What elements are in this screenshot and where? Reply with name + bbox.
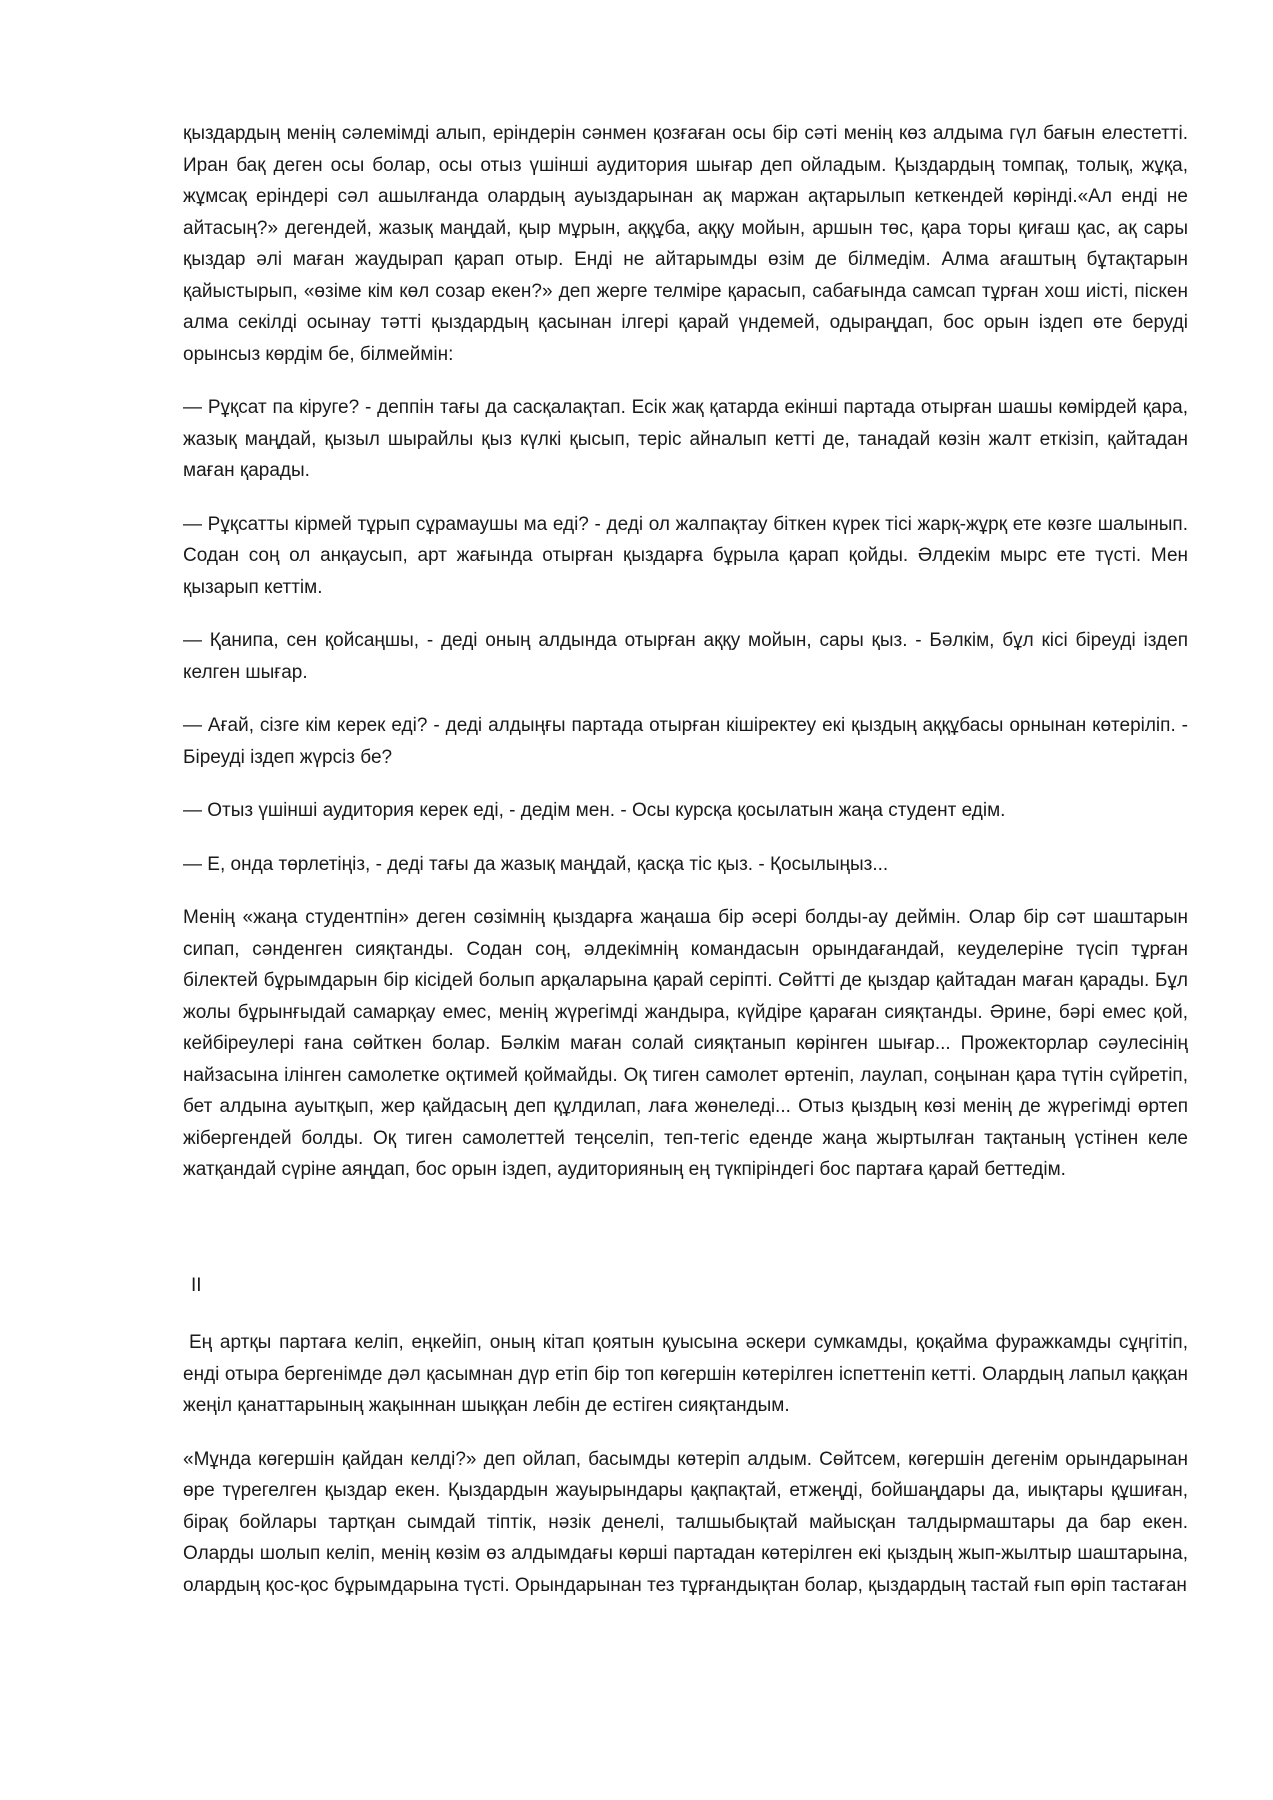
section-spacer xyxy=(183,1208,1188,1270)
paragraph-narrative: Менің «жаңа студентпін» деген сөзімнің қыздарға жаңаша бір әсері болды-ау деймін. Олар бір сәт шаштарын сипап, сәнденген сияқтанды. Содан соң, әлдекімнің командасын орындағандай, кеуделеріне түсіп тұрған білектей бұрымдарын бір кісідей болып арқаларына қарай серіпті. Сөйтті де қыздар қайтадан маған қарады. Бұл жолы бұрынғыдай самарқау емес, менің жүрегімді жандыра, күйдіре қараған сияқтанды. Әрине, бәрі емес қой, кейбіреулері ғана сөйткен болар. Бәлкім маған солай сияқтанып көрінген шығар... Прожекторлар сәулесінің найзасына ілінген самолетке оқтимей қоймайды. Оқ тиген самолет өртеніп, лаулап, соңынан қара түтін сүйретіп, бет алдына ауытқып, жер қайдасың деп құлдилап, лаға жөнеледі... Отыз қыздың көзі менің де жүрегімді өртеп жібергендей болды. Оқ тиген самолеттей теңселіп, теп-тегіс еденде жаңа жыртылған тақтаның үстінен келе жатқандай сүріне аяңдап, бос орын іздеп, аудиторияның ең түкпіріндегі бос партаға қарай беттедім. xyxy=(183,907,1188,1180)
paragraph-opening: қыздардың менің сәлемімді алып, еріндерін сәнмен қозғаған осы бір сәті менің көз алдыма гүл бағын елестетті. Иран бақ деген осы болар, осы отыз үшінші аудитория шығар деп ойладым. Қыздардың томпақ, толық, жұқа, жұмсақ еріндері сәл ашылғанда олардың ауыздарынан ақ маржан ақтарылып кеткендей көрінді.«Ал енді не айтасың?» дегендей, жазық маңдай, қыр мұрын, аққұба, аққу мойын, аршын төс, қара торы қиғаш қас, ақ сары қыздар әлі маған жаудырап қарап отыр. Енді не айтарымды өзім де білмедім. Алма ағаштың бұтақтарын қайыстырып, «өзіме кім көл созар екен?» деп жерге телміре қарасып, сабағында самсап тұрған хош иісті, піскен алма секілді осынау тәтті қыздардың қасынан ілгері қарай үндемей, одыраңдап, бос орын іздеп өте беруді орынсыз көрдім бе, білмеймін: xyxy=(183,123,1188,365)
paragraph-dialogue-6: — Е, онда төрлетіңіз, - деді тағы да жазық маңдай, қасқа тіс қыз. - Қосылыңыз... xyxy=(183,853,889,875)
paragraph-dialogue-4: — Ағай, сізге кім керек еді? - деді алдыңғы партада отырған кішіректеу екі қыздың аққұбасы орнынан көтеріліп. - Біреуді іздеп жүрсіз бе? xyxy=(183,715,1188,768)
paragraph-section2-1: Ең артқы партаға келіп, еңкейіп, оның кітап қоятын қуысына әскери сумкамды, қоқайма фуражкамды сұңгітіп, енді отыра бергенімде дәл қасымнан дүр етіп бір топ көгершін көтерілген іспеттеніп кетті. Олардың лапыл қаққан жеңіл қанаттарының жақыннан шыққан лебін де естіген сияқтандым. xyxy=(183,1332,1188,1416)
paragraph-dialogue-1: — Рұқсат па кіруге? - деппін тағы да сасқалақтап. Есік жақ қатарда екінші партада отырған шашы көмірдей қара, жазық маңдай, қызыл шырайлы қыз күлкі қысып, теріс айналып кетті де, танадай көзін жалт еткізіп, қайтадан маған қарады. xyxy=(183,397,1188,481)
paragraph-section2-2: «Мұнда көгершін қайдан келді?» деп ойлап, басымды көтеріп алдым. Сөйтсем, көгершін дегенім орындарынан өре түрегелген қыздар екен. Қыздардын жауырындары қақпақтай, етжеңді, бойшаңдары да, иықтары құшиған, бірақ бойлары тартқан сымдай тіптік, нәзік денелі, талшыбықтай майысқан талдырмаштары да бар екен. Оларды шолып келіп, менің көзім өз алдымдағы көрші партадан көтерілген екі қыздың жып-жылтыр шаштарына, олардың қос-қос бұрымдарына түсті. Орындарынан тез тұрғандықтан болар, қыздардың тастай ғып өріп тастаған xyxy=(183,1448,1188,1596)
paragraph-dialogue-2: — Рұқсатты кірмей тұрып сұрамаушы ма еді? - деді ол жалпақтау біткен күрек тісі жарқ-жұрқ ете көзге шалынып. Содан соң ол анқаусып, арт жағында отырған қыздарға бұрыла қарап қойды. Әлдекім мырс ете түсті. Мен қызарып кеттім. xyxy=(183,513,1188,598)
paragraph-dialogue-5: — Отыз үшінші аудитория керек еді, - дедім мен. - Осы курсқа қосылатын жаңа студент едім. xyxy=(183,800,1006,821)
section-heading: II xyxy=(191,1274,202,1296)
paragraph-dialogue-3: — Қанипа, сен қойсаңшы, - деді оның алдында отырған аққу мойын, сары қыз. - Бәлкім, бұл кісі біреуді іздеп келген шығар. xyxy=(183,630,1188,683)
